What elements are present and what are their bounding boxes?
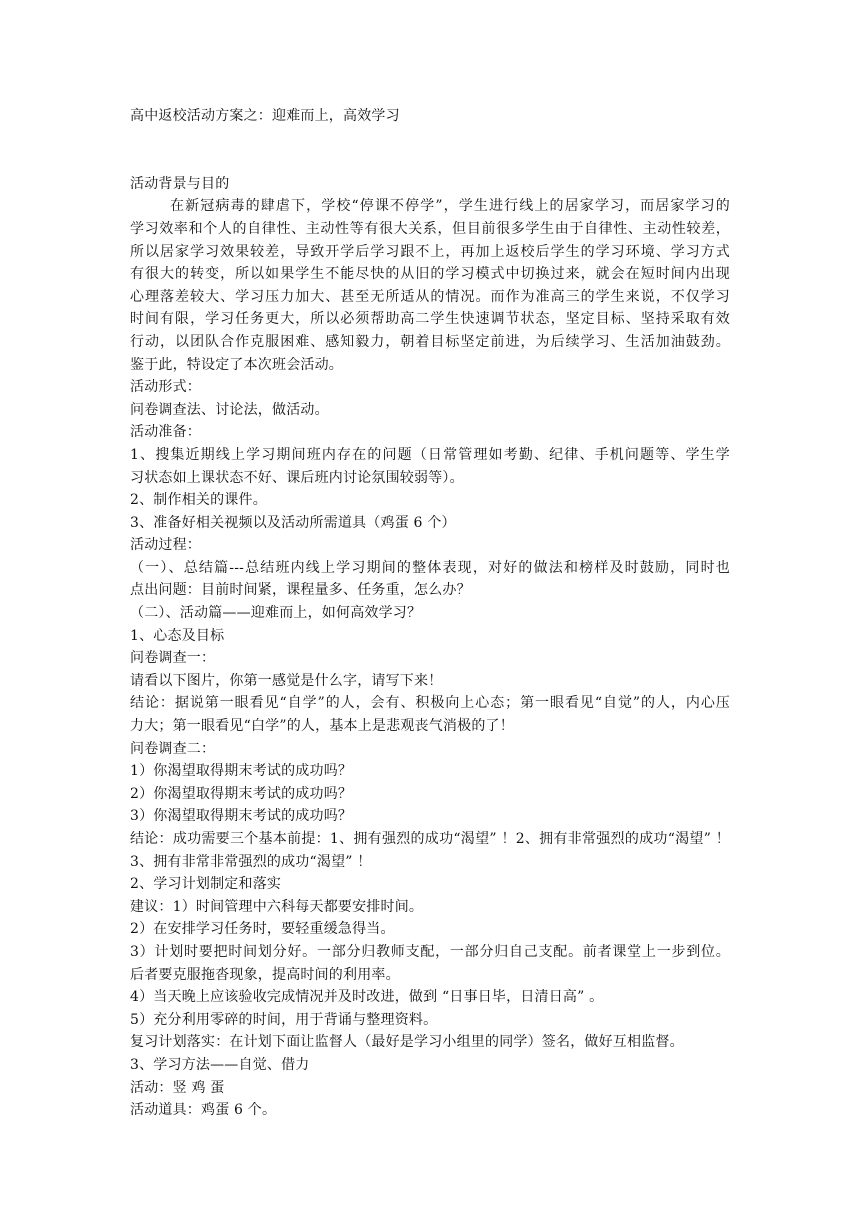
list-item: 5）充分利用零碎的时间，用于背诵与整理资料。 xyxy=(130,1011,438,1028)
spacer xyxy=(130,128,730,151)
paragraph-line: 点出问题：目前时间紧，课程量多、任务重，怎么办？ xyxy=(130,582,471,599)
document-title: 高中返校活动方案之：迎难而上，高效学习 xyxy=(130,108,400,124)
paragraph-line: 问卷调查法、讨论法，做活动。 xyxy=(130,401,329,418)
paragraph-line: 结论：成功需要三个基本前提：1、拥有强烈的成功“渴望” ！2、拥有非常强烈的成功“渴望” ！ xyxy=(130,831,730,847)
list-item: 1、搜集近期线上学习期间班内存在的问题（日常管理如考勤、纪律、手机问题等、学生学 xyxy=(130,446,730,463)
list-item: 3、准备好相关视频以及活动所需道具（鸡蛋 6 个） xyxy=(130,514,456,531)
paragraph-line: （一）、总结篇---总结班内线上学习期间的整体表现，对好的做法和榜样及时鼓励，同时也 xyxy=(130,559,730,576)
paragraph-line: 在新冠病毒的肆虐下，学校“停课不停学”，学生进行线上的居家学习，而居家学习的 xyxy=(170,198,730,215)
paragraph-line: 问卷调查一： xyxy=(130,650,216,667)
document-page xyxy=(130,105,730,1122)
list-item: 3）你渴望取得期末考试的成功吗？ xyxy=(130,808,353,825)
subsection-heading: 3、学习方法——自觉、借力 xyxy=(130,1056,310,1073)
section-heading: 活动形式： xyxy=(130,379,201,396)
list-item: 4）当天晚上应该验收完成情况并及时改进，做到 “日事日毕，日清日高” 。 xyxy=(130,989,604,1006)
subsection-heading: 1、心态及目标 xyxy=(130,627,225,644)
paragraph-line: 问卷调查二： xyxy=(130,740,216,757)
list-item: 后者要克服拖沓现象，提高时间的利用率。 xyxy=(130,966,400,983)
list-item: 2）在安排学习任务时，要轻重缓急得当。 xyxy=(130,921,395,938)
section-heading: 活动过程： xyxy=(130,537,201,554)
paragraph-line: 活动道具：鸡蛋 6 个。 xyxy=(130,1102,277,1119)
spacer xyxy=(130,150,730,173)
paragraph-line: 复习计划落实：在计划下面让监督人（最好是学习小组里的同学）签名，做好互相监督。 xyxy=(130,1034,684,1051)
section-heading: 活动准备： xyxy=(130,424,201,441)
list-item: 建议：1）时间管理中六科每天都要安排时间。 xyxy=(130,898,424,915)
paragraph-line: 学习效率和个人的自律性、主动性等有很大关系，但目前很多学生由于自律性、主动性较差， xyxy=(130,220,730,237)
paragraph-line: 有很大的转变，所以如果学生不能尽快的从旧的学习模式中切换过来，就会在短时间内出现 xyxy=(130,266,730,283)
section-heading: 活动背景与目的 xyxy=(130,175,230,192)
list-item: 习状态如上课状态不好、课后班内讨论氛围较弱等）。 xyxy=(130,469,464,486)
paragraph-line: 结论：据说第一眼看见“自学”的人，会有、积极向上心态；第一眼看见“自觉”的人，内心压 xyxy=(130,695,730,712)
list-item: 1）你渴望取得期末考试的成功吗？ xyxy=(130,763,353,780)
paragraph-line: 鉴于此，特设定了本次班会活动。 xyxy=(130,356,343,373)
list-item: 2）你渴望取得期末考试的成功吗？ xyxy=(130,785,353,802)
paragraph-line: 力大；第一眼看见“白学”的人，基本上是悲观丧气消极的了！ xyxy=(130,718,514,735)
paragraph-line: （二）、活动篇——迎难而上，如何高效学习？ xyxy=(130,605,422,622)
paragraph-line: 请看以下图片，你第一感觉是什么字，请写下来！ xyxy=(130,672,443,689)
list-item: 3）计划时要把时间划分好。一部分归教师支配，一部分归自己支配。前者课堂上一步到位。 xyxy=(130,943,730,960)
paragraph-line: 行动，以团队合作克服困难、感知毅力，朝着目标坚定前进，为后续学习、生活加油鼓劲。 xyxy=(130,333,730,350)
paragraph-line: 3、拥有非常非常强烈的成功“渴望” ！ xyxy=(130,853,372,870)
list-item: 2、制作相关的课件。 xyxy=(130,492,267,509)
paragraph-line: 心理落差较大、学习压力加大、甚至无所适从的情况。而作为准高三的学生来说，不仅学习 xyxy=(130,288,730,305)
paragraph-line: 活动：竖 鸡 蛋 xyxy=(130,1079,225,1096)
subsection-heading: 2、学习计划制定和落实 xyxy=(130,876,282,893)
paragraph-line: 所以居家学习效果较差，导致开学后学习跟不上，再加上返校后学生的学习环境、学习方式 xyxy=(130,243,730,260)
paragraph-line: 时间有限，学习任务更大，所以必须帮助高二学生快速调节状态，坚定目标、坚持采取有效 xyxy=(130,311,730,328)
